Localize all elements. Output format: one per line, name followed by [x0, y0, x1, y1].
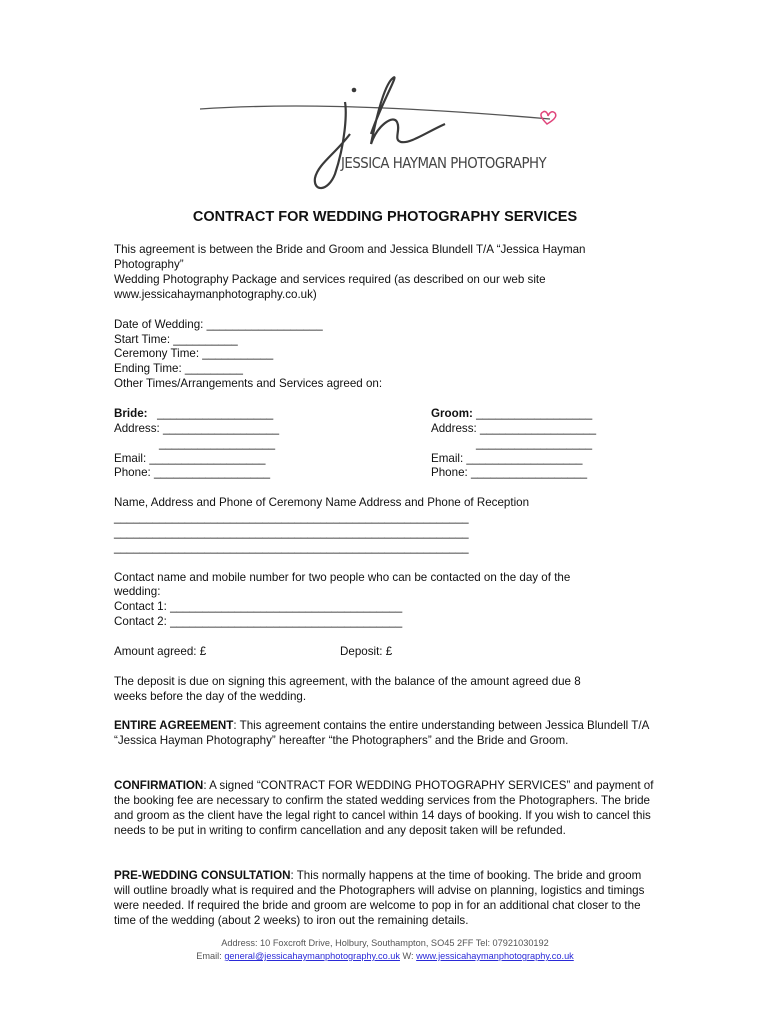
contacts-line-2: wedding:	[114, 585, 161, 598]
bride-email-field[interactable]: Email: __________________	[114, 452, 266, 465]
groom-address-line-2[interactable]: __________________	[476, 437, 593, 450]
brand-name: JESSICA HAYMAN PHOTOGRAPHY	[341, 154, 547, 172]
groom-blank: __________________	[476, 407, 593, 420]
intro-line-1: This agreement is between the Bride and Groom and Jessica Blundell T/A “Jessica Hayman	[114, 243, 586, 256]
bride-field[interactable]	[114, 407, 273, 422]
monogram-logo-icon	[195, 74, 575, 194]
wedding-date-field[interactable]: Date of Wedding: __________________	[114, 318, 323, 331]
footer-address: Address: 10 Foxcroft Drive, Holbury, Southampton, SO45 2FF Tel: 07921030192	[221, 938, 549, 948]
bride-phone-field[interactable]: Phone: __________________	[114, 466, 271, 479]
groom-phone-field[interactable]: Phone: __________________	[431, 466, 588, 479]
groom-address-field[interactable]: Address: __________________	[431, 422, 597, 435]
amount-agreed-field[interactable]: Amount agreed: £	[114, 645, 207, 658]
footer-web-link[interactable]: www.jessicahaymanphotography.co.uk	[416, 951, 574, 961]
footer-contact	[0, 951, 770, 961]
ending-time-field[interactable]: Ending Time: _________	[114, 362, 243, 375]
groom-label: Groom:	[431, 407, 473, 420]
consultation-text: : This normally happens at the time of booking. The bride and groom will outline broadly what is required and the Photographers will advise on planning, logistics and timings were needed. If required the bride and groom are welcome to pop in for an additional chat closer to the time of the wedding (about 2 weeks) to iron out the remaining details.	[114, 869, 645, 927]
logo	[195, 74, 575, 194]
bride-address-line-2[interactable]: __________________	[159, 437, 276, 450]
venue-heading: Name, Address and Phone of Ceremony Name Address and Phone of Reception	[114, 496, 530, 509]
other-arrangements-label: Other Times/Arrangements and Services agreed on:	[114, 377, 383, 390]
entire-agreement-text: : This agreement contains the entire understanding between Jessica Blundell T/A “Jessica Hayman Photography” hereafter “the Photographers” and the Bride and Groom.	[114, 719, 649, 747]
venue-line-3[interactable]: _______________________________________________________	[114, 541, 469, 554]
ceremony-time-field[interactable]: Ceremony Time: ___________	[114, 347, 274, 360]
confirmation-heading: CONFIRMATION	[114, 779, 204, 792]
contact-1-field[interactable]: Contact 1: ____________________________________	[114, 600, 403, 613]
start-time-field[interactable]: Start Time: __________	[114, 333, 238, 346]
bride-label: Bride:	[114, 407, 148, 420]
bride-address-field[interactable]: Address: __________________	[114, 422, 280, 435]
footer-web-label: W:	[399, 951, 417, 961]
confirmation-clause	[114, 779, 659, 839]
consultation-clause	[114, 869, 659, 929]
contact-2-field[interactable]: Contact 2: ____________________________________	[114, 615, 403, 628]
deposit-field[interactable]: Deposit: £	[340, 645, 393, 658]
entire-agreement-heading: ENTIRE AGREEMENT	[114, 719, 234, 732]
consultation-heading: PRE-WEDDING CONSULTATION	[114, 869, 291, 882]
contacts-line-1: Contact name and mobile number for two people who can be contacted on the day of the	[114, 571, 571, 584]
footer-email-label: Email:	[196, 951, 225, 961]
footer-email-link[interactable]: general@jessicahaymanphotography.co.uk	[224, 951, 400, 961]
groom-email-field[interactable]: Email: __________________	[431, 452, 583, 465]
entire-agreement-clause	[114, 719, 659, 749]
intro-line-3: Wedding Photography Package and services required (as described on our web site	[114, 273, 546, 286]
groom-field[interactable]	[431, 407, 592, 422]
page-title: CONTRACT FOR WEDDING PHOTOGRAPHY SERVICES	[192, 209, 578, 225]
venue-line-2[interactable]: _______________________________________________________	[114, 526, 469, 539]
confirmation-text: : A signed “CONTRACT FOR WEDDING PHOTOGRAPHY SERVICES” and payment of the booking fee are necessary to confirm the stated wedding services from the Photographers. The bride and groom as the client have the legal right to cancel within 14 days of booking. If you wish to cancel this needs to be put in writing to confirm cancellation and any deposit taken will be refunded.	[114, 779, 654, 837]
intro-line-4: www.jessicahaymanphotography.co.uk)	[114, 288, 317, 301]
bride-blank: __________________	[157, 407, 274, 420]
intro-line-2: Photography”	[114, 258, 184, 271]
deposit-line-2: weeks before the day of the wedding.	[114, 690, 307, 703]
venue-line-1[interactable]: _______________________________________________________	[114, 511, 469, 524]
deposit-line-1: The deposit is due on signing this agreement, with the balance of the amount agreed due 8	[114, 675, 581, 688]
